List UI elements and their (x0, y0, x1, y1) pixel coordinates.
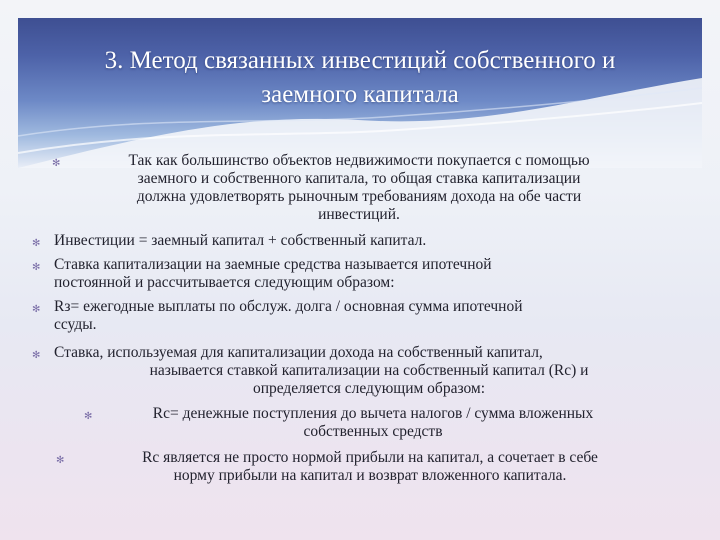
slide-title-line-2: заемного капитала (261, 81, 459, 108)
asterisk-bullet-icon: ✻ (32, 262, 41, 273)
bullet-line: Ставка, используемая для капитализации дохода на собственный капитал, (54, 344, 543, 361)
bullet-line: заемного и собственного капитала, то общая ставка капитализации (137, 170, 581, 187)
bullet-item-7 (56, 449, 670, 485)
bullet-item-6 (86, 405, 660, 441)
bullet-line: инвестиций. (318, 206, 400, 223)
bullet-line: определяется следующим образом: (252, 380, 486, 397)
bullet-line: норму прибыли на капитал и возврат вложенного капитала. (173, 467, 567, 484)
bullet-item-1 (52, 152, 644, 224)
bullet-line: Так как большинство объектов недвижимости покупается с помощью (128, 152, 590, 169)
slide-title-line-1: 3. Метод связанных инвестиций собственного и (104, 47, 616, 74)
bullet-line: собственных средств (303, 423, 443, 440)
bullet-line: Rc является не просто нормой прибыли на капитал, а сочетает в себе (142, 449, 598, 466)
bullet-item-2 (32, 232, 694, 250)
asterisk-bullet-icon: ✻ (56, 455, 65, 466)
bullet-line: постоянной и рассчитывается следующим образом: (54, 274, 395, 291)
bullet-line: называется ставкой капитализации на собственный капитал (Rc) и (149, 362, 589, 379)
bullet-line: Rc= денежные поступления до вычета налогов / сумма вложенных (152, 405, 594, 422)
bullet-item-5 (32, 344, 704, 398)
bullet-line: должна удовлетворять рыночным требованиям дохода на обе части (136, 188, 582, 205)
bullet-item-3 (32, 256, 694, 292)
bullet-item-4 (32, 298, 704, 334)
asterisk-bullet-icon: ✻ (52, 158, 61, 169)
bullet-line: ссуды. (54, 316, 97, 333)
bullet-line: Инвестиции = заемный капитал + собственный капитал. (54, 232, 427, 249)
bullet-line: Rз= ежегодные выплаты по обслуж. долга / основная сумма ипотечной (54, 298, 523, 315)
asterisk-bullet-icon: ✻ (32, 304, 41, 315)
asterisk-bullet-icon: ✻ (32, 350, 41, 361)
asterisk-bullet-icon: ✻ (32, 238, 41, 249)
bullet-line: Ставка капитализации на заемные средства называется ипотечной (54, 256, 492, 273)
asterisk-bullet-icon: ✻ (84, 411, 93, 422)
